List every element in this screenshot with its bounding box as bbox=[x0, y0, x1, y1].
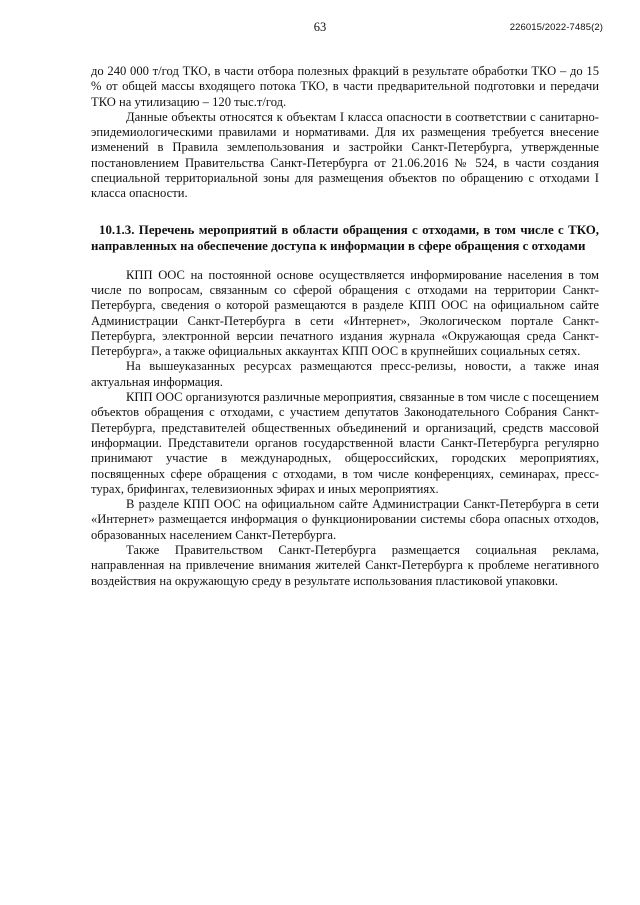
section-paragraph: На вышеуказанных ресурсах размещаются пресс-релизы, новости, а также иная актуальная информация. bbox=[91, 359, 599, 389]
section-paragraph: КПП ООС организуются различные мероприятия, связанные в том числе с посещением объектов обращения с отходами, с участием депутатов Законодательного Собрания Санкт-Петербурга, представителей общественных объединений и организаций, средств массовой информации. Представители органов государственной власти Санкт-Петербурга регулярно принимают участие в международных, общероссийских, городских мероприятиях, посвященных сфере обращения с отходами, в том числе конференциях, семинарах, пресс-турах, брифингах, телевизионных эфирах и иных мероприятиях. bbox=[91, 390, 599, 496]
section-paragraph: КПП ООС на постоянной основе осуществляется информирование населения в том числе по вопросам, связанным со сферой обращения с отходами на территории Санкт-Петербурга, сведения о которой размещаются в разделе КПП ООС на официальном сайте Администрации Санкт-Петербурга в сети «Интернет», Экологическом портале Санкт-Петербурга, электронной версии печатного издания журнала «Окружающая среда Санкт-Петербурга», а также официальных аккаунтах КПП ООС в крупнейших социальных сетях. bbox=[91, 267, 599, 359]
document-body bbox=[91, 64, 599, 589]
page-number: 63 bbox=[313, 20, 327, 34]
paragraph-continuation: до 240 000 т/год ТКО, в части отбора полезных фракций в результате обработки ТКО – до 15 % от общей массы входящего потока ТКО, в части предварительной подготовки и передачи ТКО на утилизацию – 120 тыс.т/год. bbox=[91, 64, 599, 109]
paragraph-hazard-class: Данные объекты относятся к объектам I класса опасности в соответствии с санитарно-эпидемиологическими правилами и нормативами. Для их размещения требуется внесение изменений в Правила землепользования и застройки Санкт-Петербурга, утвержденные постановлением Правительства Санкт-Петербурга от 21.06.2016 № 524, в части создания специальной территориальной зоны для размещения объектов по обращению с отходами I класса опасности. bbox=[91, 109, 599, 201]
document-id-stamp: 226015/2022-7485(2) bbox=[509, 22, 603, 33]
section-paragraph: Также Правительством Санкт-Петербурга размещается социальная реклама, направленная на привлечение внимания жителей Санкт-Петербурга к проблеме негативного воздействия на окружающую среду в результате использования пластиковой упаковки. bbox=[91, 543, 599, 588]
section-paragraph: В разделе КПП ООС на официальном сайте Администрации Санкт-Петербурга в сети «Интернет» размещается информация о функционировании системы сбора опасных отходов, образованных населением Санкт-Петербурга. bbox=[91, 497, 599, 542]
section-heading: 10.1.3. Перечень мероприятий в области обращения с отходами, в том числе с ТКО, направленных на обеспечение доступа к информации в сфере обращения с отходами bbox=[91, 222, 599, 254]
